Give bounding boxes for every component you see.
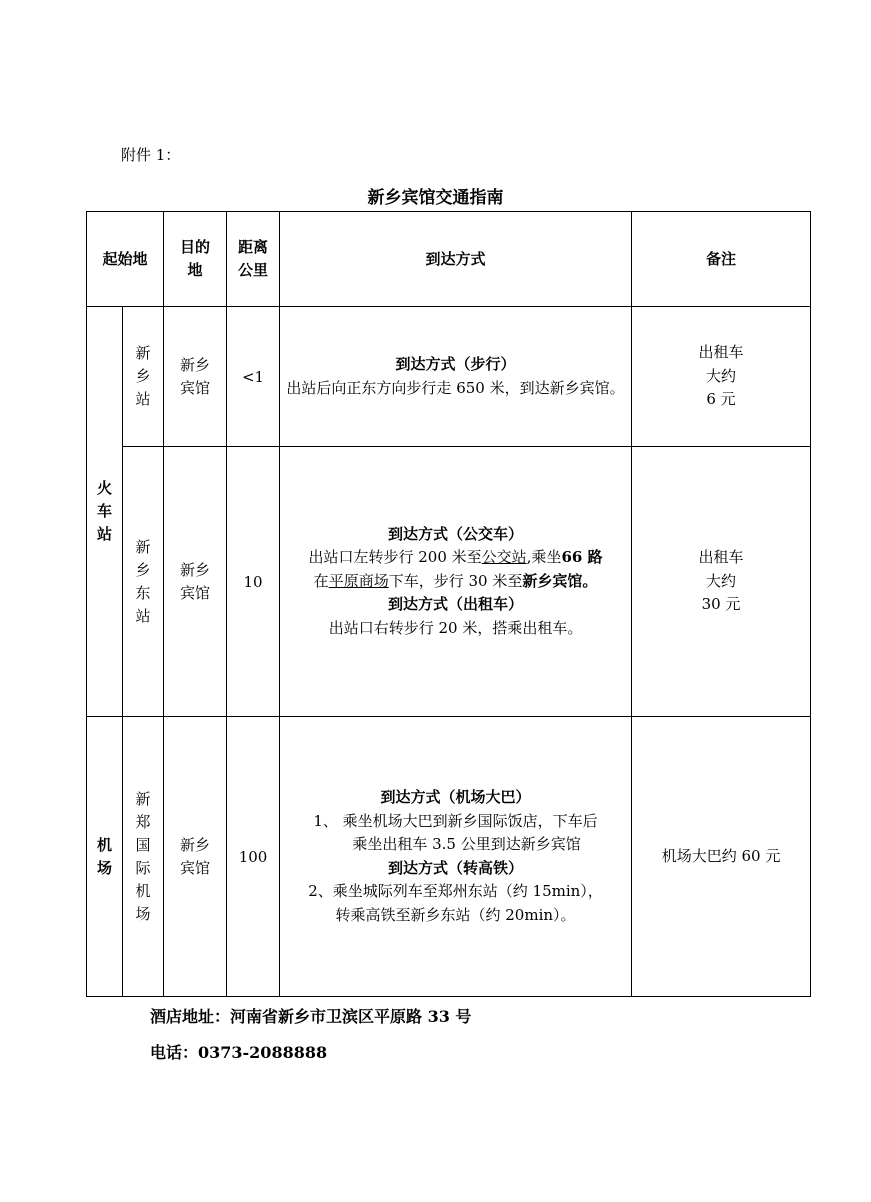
destination-cell: 新乡宾馆 <box>164 307 227 447</box>
method-text: 出站口左转步行 200 米至公交站,乘坐66 路 <box>308 548 603 567</box>
group-train-station: 火车站 <box>87 307 123 717</box>
method-heading: 到达方式（步行） <box>395 355 516 373</box>
distance-cell: 10 <box>227 447 280 717</box>
origin-cell: 新郑国际机场 <box>123 717 164 997</box>
table-row <box>87 307 811 447</box>
origin-cell: 新乡站 <box>123 307 164 447</box>
attachment-label: 附件 1： <box>121 146 181 164</box>
header-destination: 目的地 <box>164 212 227 307</box>
remarks-cell: 出租车 大约 30 元 <box>632 447 811 717</box>
method-cell <box>280 307 632 447</box>
header-row <box>87 212 811 307</box>
method-text: 出站后向正东方向步行走 650 米，到达新乡宾馆。 <box>286 378 625 397</box>
hotel-address: 酒店地址：河南省新乡市卫滨区平原路 33 号 <box>150 1007 472 1026</box>
method-heading: 到达方式（公交车） <box>388 524 524 543</box>
table-row <box>87 447 811 717</box>
method-text: 在平原商场下车，步行 30 米至新乡宾馆。 <box>313 571 598 590</box>
method-text: 转乘高铁至新乡东站（约 20min）。 <box>335 905 576 924</box>
method-heading: 到达方式（机场大巴） <box>380 788 531 806</box>
destination-cell: 新乡宾馆 <box>164 447 227 717</box>
remarks-cell: 机场大巴约 60 元 <box>632 717 811 997</box>
method-cell <box>280 717 632 997</box>
method-text: 1、 乘坐机场大巴到新乡国际饭店，下车后 <box>313 811 598 830</box>
origin-cell: 新乡东站 <box>123 447 164 717</box>
destination-cell: 新乡宾馆 <box>164 717 227 997</box>
header-distance: 距离公里 <box>227 212 280 307</box>
hotel-phone: 电话：0373-2088888 <box>150 1043 328 1062</box>
method-heading: 到达方式（转高铁） <box>388 858 524 877</box>
method-text: 出站口右转步行 20 米，搭乘出租车。 <box>328 618 583 637</box>
table-row <box>87 717 811 997</box>
method-heading: 到达方式（出租车） <box>388 595 524 614</box>
method-text: 乘坐出租车 3.5 公里到达新乡宾馆 <box>352 835 581 853</box>
method-cell <box>280 447 632 717</box>
remarks-cell: 出租车 大约 6 元 <box>632 307 811 447</box>
header-method: 到达方式 <box>280 212 632 307</box>
distance-cell: 100 <box>227 717 280 997</box>
header-remarks: 备注 <box>632 212 811 307</box>
header-origin: 起始地 <box>87 212 164 307</box>
method-text: 2、乘坐城际列车至郑州东站（约 15min）， <box>308 882 603 900</box>
transport-guide-table <box>86 211 811 997</box>
group-airport: 机场 <box>87 717 123 997</box>
document-title: 新乡宾馆交通指南 <box>367 188 504 208</box>
distance-cell: <1 <box>227 307 280 447</box>
